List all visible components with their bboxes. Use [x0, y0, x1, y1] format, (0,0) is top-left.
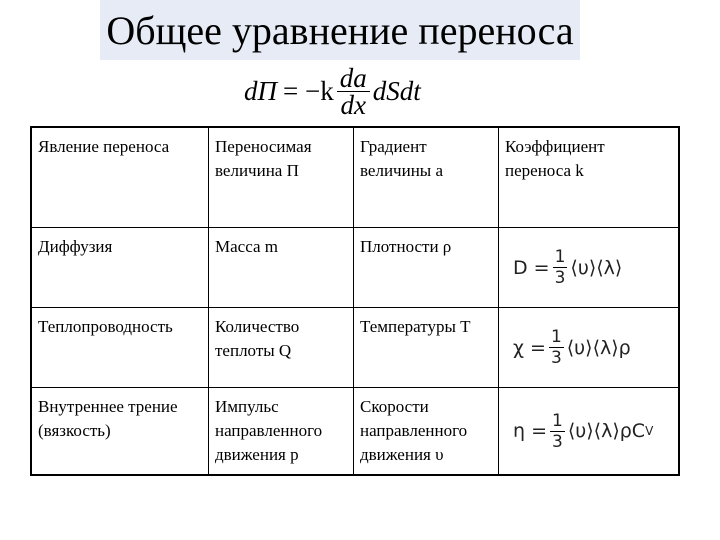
cell-phenomenon: Внутреннее трение (вязкость) — [31, 388, 209, 476]
header-quantity: Переносимая величина П — [209, 127, 354, 228]
coef-fraction — [553, 247, 568, 288]
coef-den: 3 — [552, 431, 563, 452]
coef-num: 1 — [552, 410, 563, 431]
table-row — [31, 388, 679, 476]
table-row — [31, 228, 679, 308]
cell-phenomenon: Диффузия — [31, 228, 209, 308]
transfer-table — [30, 126, 680, 476]
formula-frac-den: dx — [340, 89, 366, 120]
header-phenomenon: Явление переноса — [31, 127, 209, 228]
coef-rhs: ⟨υ⟩⟨λ⟩ρ — [566, 336, 631, 359]
formula-frac-num: da — [337, 65, 370, 92]
coef-den: 3 — [554, 268, 566, 288]
cell-quantity: Количество теплоты Q — [209, 308, 354, 388]
cell-gradient: Скорости направленного движения υ — [354, 388, 499, 476]
cell-quantity: Импульс направленного движения p — [209, 388, 354, 476]
formula-rest: dSdt — [372, 75, 421, 106]
cell-gradient: Температуры T — [354, 308, 499, 388]
cell-coefficient — [499, 308, 680, 388]
coef-rhs: ⟨υ⟩⟨λ⟩ρC — [567, 420, 646, 442]
coef-num: 1 — [554, 247, 566, 267]
coef-subscript: V — [645, 424, 654, 438]
coef-fraction — [550, 411, 565, 452]
transfer-equation — [244, 64, 421, 118]
formula-lhs: dП — [244, 75, 277, 106]
header-coefficient: Коэффициент переноса k — [499, 127, 680, 228]
coef-fraction — [549, 327, 564, 368]
cell-phenomenon: Теплопроводность — [31, 308, 209, 388]
coef-lhs: D = — [513, 256, 550, 279]
coef-rhs: ⟨υ⟩⟨λ⟩ — [570, 256, 623, 279]
table-row — [31, 308, 679, 388]
formula-eq-minus-k: = −k — [283, 75, 334, 106]
coef-lhs: η = — [513, 420, 548, 442]
cell-quantity: Масса m — [209, 228, 354, 308]
table-header-row — [31, 127, 679, 228]
coef-den: 3 — [550, 348, 562, 368]
cell-gradient: Плотности ρ — [354, 228, 499, 308]
cell-coefficient — [499, 228, 680, 308]
coef-lhs: χ = — [513, 336, 546, 359]
formula-fraction — [337, 62, 370, 120]
header-gradient: Градиент величины a — [354, 127, 499, 228]
slide-title: Общее уравнение переноса — [100, 0, 580, 60]
coef-num: 1 — [550, 327, 562, 347]
cell-coefficient — [499, 388, 680, 476]
